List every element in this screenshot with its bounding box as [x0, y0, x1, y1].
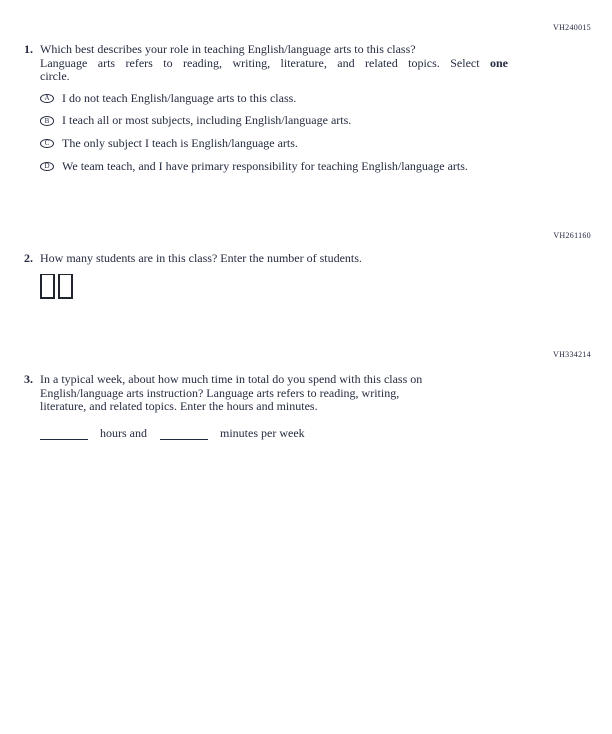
question-3-text-line-2: English/language arts instruction? Language arts refers to reading, writing, — [40, 385, 400, 400]
question-2-text — [40, 252, 508, 266]
q1-option-a[interactable] — [40, 92, 468, 105]
option-c-label: The only subject I teach is English/language arts. — [62, 135, 298, 150]
hours-label: hours and — [100, 426, 147, 440]
question-2 — [24, 252, 508, 266]
question-1-options — [40, 92, 468, 182]
question-3-text-line-1: In a typical week, about how much time in total do you spend with this class on — [40, 372, 423, 386]
question-1-number: 1. — [24, 42, 33, 56]
option-a-oval-icon[interactable] — [40, 94, 54, 104]
option-d-oval-icon[interactable] — [40, 162, 54, 172]
option-a-label: I do not teach English/language arts to this class. — [62, 90, 297, 105]
students-digit-box-2[interactable] — [58, 274, 73, 299]
question-3-text-line-3: literature, and related topics. Enter the hours and minutes. — [40, 399, 318, 413]
option-a-letter: A — [44, 94, 50, 102]
question-1-text-line-3: circle. — [40, 69, 70, 83]
question-1-code: VH240015 — [553, 23, 591, 32]
hours-input-blank[interactable] — [40, 426, 88, 440]
question-3-code: VH334214 — [553, 350, 591, 359]
question-1 — [24, 43, 508, 84]
option-b-label: I teach all or most subjects, including English/language arts. — [62, 113, 352, 128]
time-entry-row — [40, 426, 305, 440]
question-1-text-line-2 — [40, 57, 508, 71]
question-3 — [24, 373, 508, 414]
minutes-label: minutes per week — [220, 426, 305, 440]
question-2-code: VH261160 — [553, 231, 591, 240]
option-d-letter: D — [44, 161, 50, 170]
students-count-entry — [40, 274, 76, 299]
question-3-number: 3. — [24, 372, 33, 386]
question-1-text — [40, 43, 508, 84]
question-2-number: 2. — [24, 251, 33, 265]
question-1-text-line-1: Which best describes your role in teaching English/language arts to this class? — [40, 42, 416, 56]
minutes-input-blank[interactable] — [160, 426, 208, 440]
question-2-text-line: How many students are in this class? Enter the number of students. — [40, 251, 362, 265]
q1-option-d[interactable] — [40, 160, 468, 173]
question-3-text — [40, 373, 508, 414]
question-1-bold-word: one — [490, 55, 508, 70]
q1-option-b[interactable] — [40, 115, 468, 128]
q1-option-c[interactable] — [40, 137, 468, 150]
option-b-oval-icon[interactable] — [40, 116, 54, 126]
option-c-letter: C — [44, 139, 50, 148]
option-d-label: We team teach, and I have primary responsibility for teaching English/language arts. — [62, 158, 468, 173]
question-1-text-before-bold: Language arts refers to reading, writing, literature, and related topics. Select — [40, 55, 480, 70]
option-b-letter: B — [44, 116, 50, 125]
students-digit-box-1[interactable] — [40, 274, 55, 299]
option-c-oval-icon[interactable] — [40, 139, 54, 149]
